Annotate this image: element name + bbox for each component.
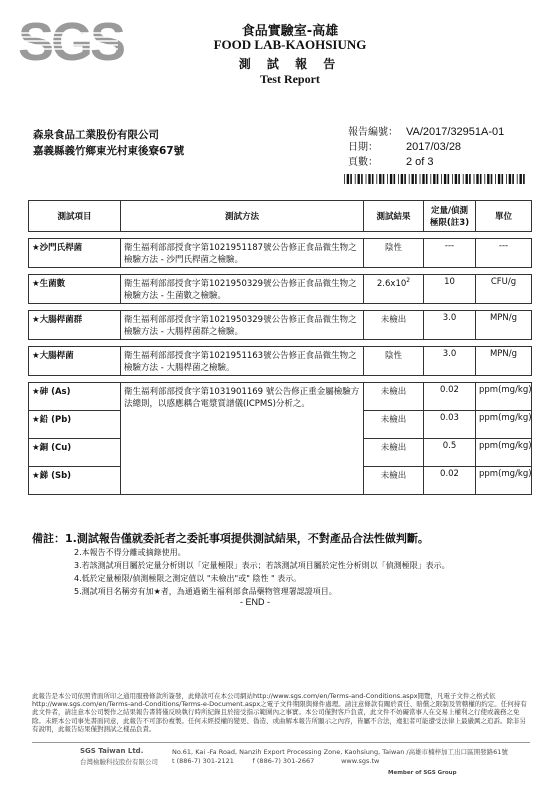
report-title-zh: 測 試 報 告 — [238, 57, 342, 71]
row-loq: --- — [424, 239, 476, 268]
footer-address — [172, 747, 508, 756]
row-unit: --- — [476, 239, 532, 268]
metal-result: 未檢出 — [364, 467, 424, 495]
lab-title-en: FOOD LAB-KAOHSIUNG — [213, 37, 367, 52]
report-pages-value: 2 of 3 — [406, 156, 434, 168]
table-header-row — [29, 201, 532, 232]
footer-web: www.sgs.tw — [341, 757, 380, 765]
note-5: 5.測試項目名稱旁有加★者，為通過衛生福利部食品藥物管理署認證項目。 — [74, 587, 337, 596]
metal-loq: 0.02 — [424, 383, 476, 411]
sgs-logo-text: SGS — [18, 12, 124, 72]
lab-title-zh: 食品實驗室-高雄 — [241, 24, 339, 39]
report-title-en: Test Report — [260, 72, 320, 86]
report-number-value: VA/2017/32951A-01 — [406, 126, 505, 138]
row-unit: MPN/g — [476, 347, 532, 376]
note-2: 2.本報告不得分離或摘錄使用。 — [74, 548, 186, 557]
header-method: 測試方法 — [121, 201, 364, 232]
row-item: ★大腸桿菌群 — [29, 311, 121, 340]
report-date-value: 2017/03/28 — [406, 141, 462, 153]
spacer-cell — [29, 268, 532, 275]
table-row-metal — [29, 383, 532, 411]
metal-item: ★銻 (Sb) — [29, 467, 121, 495]
row-method: 衛生福利部部授食字第1021951163號公告修正食品微生物之檢驗方法 - 大腸桿菌之檢驗。 — [121, 347, 364, 376]
note-4: 4.低於定量極限/偵測極限之測定值以 "未檢出"或" 陰性 " 表示。 — [74, 574, 302, 583]
row-loq: 3.0 — [424, 311, 476, 340]
table-spacer — [29, 232, 532, 239]
metal-result: 未檢出 — [364, 439, 424, 467]
report-pages-label: 頁數： — [348, 157, 378, 168]
footer-address-zh: 高雄市楠梓加工出口區開發路61號 — [408, 748, 508, 756]
sgs-logo-stripes — [18, 30, 118, 52]
row-method: 衛生福利部部授食字第1021951187號公告修正食品微生物之檢驗方法 - 沙門氏桿菌之檢驗。 — [121, 239, 364, 268]
results-table — [28, 200, 532, 495]
metal-item: ★銅 (Cu) — [29, 439, 121, 467]
metal-unit: ppm(mg/kg) — [476, 383, 532, 411]
table-row — [29, 275, 532, 304]
footer-fax: f (886-7) 301-2667 — [252, 757, 315, 765]
metal-loq: 0.5 — [424, 439, 476, 467]
spacer-cell — [29, 340, 532, 347]
disclaimer: 此報告是本公司依照背面所印之通用服務條款所簽發，此條款可在本公司網站http://www.sgs.com/en/Terms-and-Conditions.aspx閱覽，凡電子文件之格式依http://www.sgs.com/en/Terms-and-Conditions/Terms-e-Document.aspx之電子文件期限與條件處理。請注意條款有關於責任、賠償之限制及管轄權的約定。任何持有此文件者，請注意本公司製作之結果報告書將僅反映執行時所紀錄且於接受指示範圍內之事實。本公司僅對客戶負責，此文件不妨礙當事人在交易上權利之行使或義務之免除。未經本公司事先書面同意，此報告不可部份複製。任何未經授權的變更、偽造、或曲解本報告所顯示之內容，皆屬不合法，違犯者可能遭受法律上最嚴厲之追訴。除非另有說明，此報告結果僅對測試之樣品負責。 — [32, 692, 527, 733]
row-result-base: 2.6x10 — [376, 278, 407, 289]
row-item: ★生菌數 — [29, 275, 121, 304]
spacer-cell — [29, 376, 532, 383]
header-item: 測試項目 — [29, 201, 121, 232]
footer-divider — [32, 742, 530, 743]
report-pages — [348, 153, 434, 168]
metal-unit: ppm(mg/kg) — [476, 411, 532, 439]
table-spacer — [29, 304, 532, 311]
row-loq: 10 — [424, 275, 476, 304]
report-date — [348, 138, 461, 153]
footer-address-en: No.61, Kai -Fa Road, Nanzih Export Processing Zone, Kaohsiung, Taiwan / — [172, 748, 409, 756]
metal-loq: 0.03 — [424, 411, 476, 439]
metal-result: 未檢出 — [364, 383, 424, 411]
table-row — [29, 347, 532, 376]
footer-member: Member of SGS Group — [388, 770, 457, 776]
header-loq: 定量/偵測極限(註3) — [424, 201, 476, 232]
row-result — [364, 275, 424, 304]
end-marker: - END - — [240, 597, 270, 607]
table-spacer — [29, 268, 532, 275]
metal-unit: ppm(mg/kg) — [476, 439, 532, 467]
metal-method: 衛生福利部部授食字第1031901169 號公告修正重金屬檢驗方法總則，以感應耦合電漿質譜儀(ICPMS)分析之。 — [121, 383, 364, 495]
report-number-label: 報告編號： — [348, 127, 398, 138]
header-unit: 單位 — [476, 201, 532, 232]
metal-loq: 0.02 — [424, 467, 476, 495]
metal-item: ★砷 (As) — [29, 383, 121, 411]
footer-company-en: SGS Taiwan Ltd. — [80, 747, 144, 755]
row-result-exponent: 2 — [406, 277, 411, 284]
row-item: ★沙門氏桿菌 — [29, 239, 121, 268]
table-row — [29, 239, 532, 268]
metal-unit: ppm(mg/kg) — [476, 467, 532, 495]
row-result: 未檢出 — [364, 311, 424, 340]
header-result: 測試結果 — [364, 201, 424, 232]
metal-result: 未檢出 — [364, 411, 424, 439]
report-date-label: 日期： — [348, 142, 378, 153]
row-result: 陰性 — [364, 239, 424, 268]
row-method: 衛生福利部部授食字第1021950329號公告修正食品微生物之檢驗方法 - 生菌數之檢驗。 — [121, 275, 364, 304]
row-result: 陰性 — [364, 347, 424, 376]
client-address: 嘉義縣義竹鄉東光村東後寮67號 — [33, 145, 185, 157]
footer-contact — [172, 757, 379, 765]
client-name: 森泉食品工業股份有限公司 — [33, 129, 159, 141]
table-spacer — [29, 340, 532, 347]
row-item: ★大腸桿菌 — [29, 347, 121, 376]
table-spacer — [29, 376, 532, 383]
report-number — [348, 123, 504, 138]
note-1: 備註：1.測試報告僅就委託者之委託事項提供測試結果，不對產品合法性做判斷。 — [32, 532, 429, 545]
metal-item: ★鉛 (Pb) — [29, 411, 121, 439]
row-unit: MPN/g — [476, 311, 532, 340]
table-row — [29, 311, 532, 340]
spacer-cell — [29, 232, 532, 239]
barcode — [344, 174, 526, 184]
row-unit: CFU/g — [476, 275, 532, 304]
footer-company-zh: 台灣檢驗科技股份有限公司 — [80, 758, 158, 766]
row-loq: 3.0 — [424, 347, 476, 376]
footer-phone: t (886-7) 301-2121 — [172, 757, 234, 765]
note-3: 3.若該測試項目屬於定量分析則以「定量極限」表示；若該測試項目屬於定性分析則以「偵測極限」表示。 — [74, 561, 450, 570]
row-method: 衛生福利部部授食字第1021950329號公告修正食品微生物之檢驗方法 - 大腸桿菌群之檢驗。 — [121, 311, 364, 340]
spacer-cell — [29, 304, 532, 311]
